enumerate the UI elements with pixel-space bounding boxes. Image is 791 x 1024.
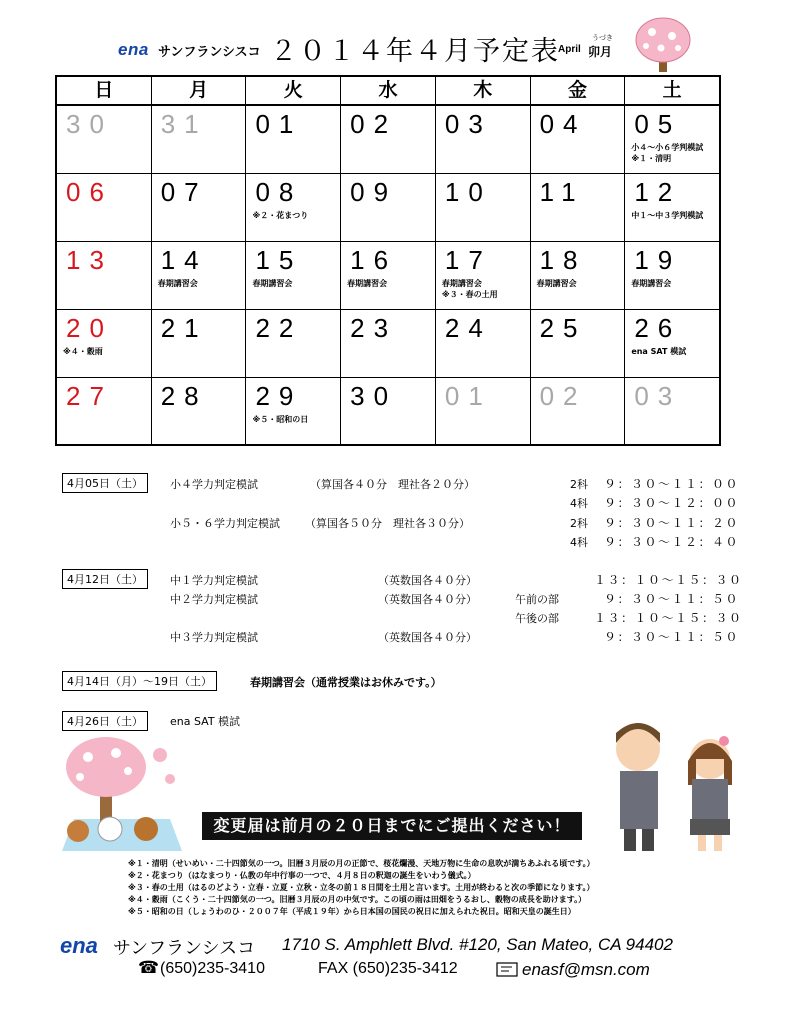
exam-name: 中１学力判定模試 — [170, 574, 258, 587]
footer-phone[interactable]: (650)235-3410 — [160, 960, 265, 977]
day-number: 22 — [255, 313, 303, 343]
weekday-label: 日 — [57, 77, 152, 104]
weekday-label: 火 — [246, 77, 341, 104]
exam-time: ９：３０～１１：２０ — [604, 516, 740, 530]
exam-detail: （英数国各４０分） — [378, 631, 477, 644]
deadline-banner: 変更届は前月の２０日までにご提出ください！ — [202, 812, 582, 840]
day-cell — [152, 106, 247, 173]
day-cell — [341, 378, 436, 445]
day-cell — [625, 242, 719, 309]
day-cell — [246, 174, 341, 241]
day-number: 03 — [634, 381, 682, 411]
day-number: 01 — [444, 381, 492, 411]
day-event: 春期講習会 — [441, 279, 482, 288]
day-event: ※１・清明 — [631, 154, 672, 163]
exam-name: 小５・６学力判定模試 — [170, 517, 280, 530]
day-cell — [436, 310, 531, 377]
day-cell — [436, 106, 531, 173]
time-label: 4科 — [570, 497, 588, 510]
exam-detail: （英数国各４０分） — [378, 593, 477, 606]
day-cell — [246, 378, 341, 445]
day-event: 中１～中３学判模試 — [631, 211, 704, 220]
header-branch: サンフランシスコ — [158, 45, 261, 60]
day-cell — [152, 378, 247, 445]
day-number: 28 — [160, 381, 208, 411]
sakura-picnic-illustration — [58, 733, 186, 853]
day-cell — [341, 106, 436, 173]
sakura-tree-icon — [634, 12, 692, 74]
calendar-week — [57, 242, 719, 310]
day-number: 05 — [634, 109, 682, 139]
day-cell — [625, 378, 719, 445]
schedule-date-apr26: 4月26日（土） — [62, 711, 148, 731]
time-label: 2科 — [570, 478, 588, 491]
day-cell — [531, 106, 626, 173]
day-cell — [152, 310, 247, 377]
day-cell — [57, 242, 152, 309]
day-event: ※５・昭和の日 — [252, 415, 309, 424]
day-number: 07 — [160, 177, 208, 207]
footnote: ※４・穀雨（こくう・二十四節気の一つ。旧暦３月辰の月の中気です。この頃の雨は田畑をうるおし、穀物の成長を助けます。） — [128, 895, 587, 904]
day-number: 14 — [160, 245, 208, 275]
day-cell — [341, 310, 436, 377]
day-cell — [625, 174, 719, 241]
day-number: 01 — [255, 109, 303, 139]
calendar-grid — [55, 75, 721, 446]
exam-time: ９：３０～１１：００ — [604, 477, 740, 491]
day-number: 09 — [350, 177, 398, 207]
day-number: 24 — [444, 313, 492, 343]
footnote: ※３・春の土用（はるのどよう・立春・立夏・立秋・立冬の前１８日間を土用と言います。土用が終わると次の季節になります。） — [128, 883, 595, 892]
day-number: 13 — [66, 245, 113, 275]
day-number: 06 — [66, 177, 113, 207]
day-cell — [436, 242, 531, 309]
day-number: 29 — [255, 381, 303, 411]
session-label: 午後の部 — [515, 612, 559, 625]
day-cell — [531, 378, 626, 445]
day-number: 04 — [539, 109, 587, 139]
time-label: 2科 — [570, 517, 588, 530]
day-cell — [436, 174, 531, 241]
exam-time: １３：１０～１５：３０ — [594, 611, 743, 625]
day-cell — [246, 310, 341, 377]
day-number: 19 — [634, 245, 682, 275]
day-cell — [625, 310, 719, 377]
spring-course-text: 春期講習会（通常授業はお休みです。） — [250, 676, 442, 689]
day-cell — [531, 174, 626, 241]
footer-fax: FAX (650)235-3412 — [318, 960, 458, 977]
day-number: 12 — [634, 177, 682, 207]
calendar-weeks — [57, 106, 719, 445]
day-cell — [57, 174, 152, 241]
day-number: 30 — [350, 381, 398, 411]
day-event: ※３・春の土用 — [441, 290, 498, 299]
phone-icon: ☎ — [138, 958, 160, 978]
day-cell — [57, 378, 152, 445]
day-number: 03 — [444, 109, 492, 139]
footnote: ※２・花まつり（はなまつり・仏教の年中行事の一つで、４月８日の釈迦の誕生をいわう儀式。） — [128, 871, 476, 880]
calendar-week — [57, 106, 719, 174]
day-number: 21 — [160, 313, 208, 343]
day-number: 27 — [66, 381, 113, 411]
exam-detail: （英数国各４０分） — [378, 574, 477, 587]
exam-name: 中３学力判定模試 — [170, 631, 258, 644]
day-number: 23 — [350, 313, 398, 343]
time-label: 4科 — [570, 536, 588, 549]
calendar-week — [57, 378, 719, 445]
day-cell — [246, 242, 341, 309]
mail-icon — [496, 962, 518, 977]
header-logo: ena — [118, 40, 149, 59]
day-number: 20 — [66, 313, 113, 343]
day-event: ena SAT 模試 — [631, 347, 687, 356]
day-number: 02 — [350, 109, 398, 139]
exam-time: ９：３０～１２：００ — [604, 496, 740, 510]
footer-address: 1710 S. Amphlett Blvd. #120, San Mateo, CA 94402 — [282, 935, 673, 954]
footer-email[interactable]: enasf@msn.com — [522, 960, 650, 979]
exam-name: 中２学力判定模試 — [170, 593, 258, 606]
footer-branch: サンフランシスコ — [113, 938, 256, 959]
exam-time: ９：３０～１１：５０ — [604, 592, 740, 606]
weekday-label: 土 — [662, 79, 682, 101]
exam-time: １３：１０～１５：３０ — [594, 573, 743, 587]
day-event: ※４・穀雨 — [63, 347, 103, 356]
day-number: 11 — [539, 177, 585, 207]
day-number: 02 — [539, 381, 587, 411]
day-cell — [341, 174, 436, 241]
weekday-label: 水 — [341, 77, 436, 104]
schedule-date-apr5: 4月05日（土） — [62, 473, 148, 493]
session-label: 午前の部 — [515, 593, 559, 606]
day-cell — [436, 378, 531, 445]
day-event: 春期講習会 — [631, 279, 672, 288]
day-number: 25 — [539, 313, 587, 343]
day-number: 26 — [634, 313, 682, 343]
exam-time: ９：３０～１１：５０ — [604, 630, 740, 644]
day-cell — [625, 106, 719, 173]
day-number: 10 — [444, 177, 492, 207]
exam-detail: （算国各５０分 理社各３０分） — [305, 517, 470, 530]
day-event: 春期講習会 — [157, 279, 198, 288]
day-number: 30 — [66, 109, 113, 139]
page-title: ２０１４年４月予定表 — [270, 36, 560, 67]
students-illustration — [598, 715, 758, 853]
day-number: 31 — [160, 109, 208, 139]
calendar-week — [57, 174, 719, 242]
exam-time: ９：３０～１２：４０ — [604, 535, 740, 549]
day-cell — [152, 174, 247, 241]
day-number: 16 — [350, 245, 398, 275]
day-cell — [246, 106, 341, 173]
day-number: 08 — [255, 177, 303, 207]
exam-detail: （算国各４０分 理社各２０分） — [310, 478, 475, 491]
day-event: 春期講習会 — [536, 279, 577, 288]
day-number: 18 — [539, 245, 587, 275]
weekday-label: 金 — [531, 77, 626, 104]
schedule-date-apr12: 4月12日（土） — [62, 569, 148, 589]
day-cell — [531, 310, 626, 377]
month-english: April — [558, 44, 581, 55]
footnote: ※５・昭和の日（しょうわのひ・２００７年（平成１９年）から日本国の国民の祝日に加えられた祝日。昭和天皇の誕生日） — [128, 907, 576, 916]
weekday-header — [57, 77, 719, 106]
day-event: ※２・花まつり — [252, 211, 309, 220]
day-number: 15 — [255, 245, 303, 275]
footnote: ※１・清明（せいめい・二十四節気の一つ。旧暦３月辰の月の正節で、桜花爛漫、天地万物に生命の息吹が満ちあふれる頃です。） — [128, 859, 595, 868]
schedule-date-apr14: 4月14日（月）～19日（土） — [62, 671, 217, 691]
exam-name: 小４学力判定模試 — [170, 478, 258, 491]
day-cell — [531, 242, 626, 309]
day-cell — [57, 106, 152, 173]
day-number: 17 — [444, 245, 492, 275]
calendar-week — [57, 310, 719, 378]
day-cell — [57, 310, 152, 377]
sat-exam-text: ena SAT 模試 — [170, 715, 241, 728]
day-cell — [152, 242, 247, 309]
footer-logo: ena — [60, 933, 98, 958]
day-event: 春期講習会 — [347, 279, 388, 288]
month-ruby: うづき — [592, 34, 613, 42]
weekday-label: 月 — [152, 77, 247, 104]
day-cell — [341, 242, 436, 309]
weekday-label: 木 — [436, 77, 531, 104]
month-japanese: 卯月 — [588, 45, 613, 59]
day-event: 小４～小６学判模試 — [631, 143, 704, 152]
day-event: 春期講習会 — [252, 279, 293, 288]
